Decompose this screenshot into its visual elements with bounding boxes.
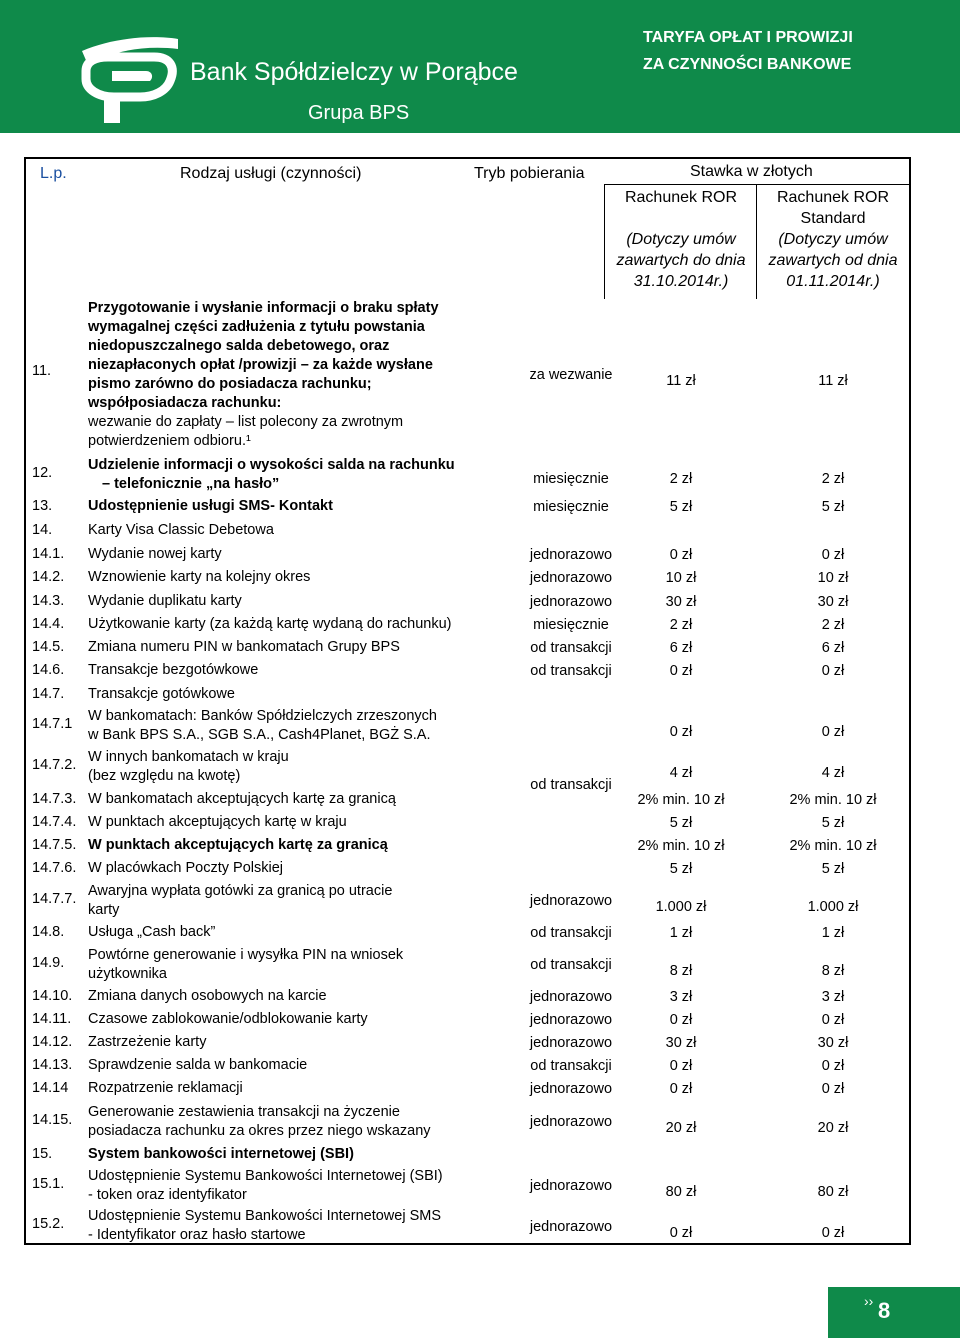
row-rate-ror: 2 zł: [669, 471, 693, 487]
row-rate-ror: 10 zł: [665, 570, 697, 586]
row-service-line: – telefonicznie „na hasło”: [102, 475, 280, 492]
header-ror-title: Rachunek ROR: [624, 189, 738, 206]
row-rate-std: 11 zł: [818, 373, 848, 389]
row-rate-std: 5 zł: [821, 814, 845, 831]
row-rate-ror: 11 zł: [666, 373, 696, 389]
row-service-line: Użytkowanie karty (za każdą kartę wydaną do rachunku): [88, 615, 452, 632]
row-lp: 14.2.: [32, 569, 65, 585]
row-service-line: Rozpatrzenie reklamacji: [88, 1080, 243, 1096]
row-service-line: posiadacza rachunku za okres przez niego wskazany: [88, 1122, 431, 1139]
row-rate-ror: 5 zł: [669, 860, 693, 877]
row-rate-ror: 2 zł: [669, 616, 693, 633]
row-service-line: użytkownika: [88, 965, 167, 982]
row-service-line: niezapłaconych opłat /prowizji – za każde wysłane: [88, 356, 433, 373]
row-lp: 15.: [32, 1145, 53, 1162]
row-lp: 14.3.: [32, 592, 65, 609]
row-rate-std: 8 zł: [821, 963, 845, 979]
header-std: [758, 187, 908, 292]
row-mode: miesięcznie: [533, 616, 609, 633]
row-mode: miesięcznie: [533, 499, 609, 515]
row-service-line: W placówkach Poczty Polskiej: [88, 859, 284, 876]
row-lp: 14.7.2.: [32, 756, 77, 773]
header-col-divider-ror: [604, 184, 605, 299]
row-lp: 14.7.: [32, 685, 65, 702]
row-lp: 14.13.: [32, 1056, 73, 1073]
row-lp: 11.: [32, 363, 52, 379]
row-mode: od transakcji: [530, 925, 612, 941]
row-service-line: współposiadacza rachunku:: [88, 394, 282, 411]
row-rate-std: 0 zł: [821, 1081, 845, 1097]
header-std-note2: zawartych od dnia: [768, 252, 898, 269]
row-rate-ror: 30 zł: [665, 1034, 697, 1051]
row-service-line: Transakcje gotówkowe: [88, 685, 235, 702]
row-rate-std: 5 zł: [821, 499, 845, 515]
header-std-note1: (Dotyczy umów: [778, 231, 888, 248]
row-rate-ror: 2% min. 10 zł: [637, 791, 725, 808]
row-lp: 14.11.: [32, 1010, 72, 1027]
row-rate-std: 4 zł: [821, 765, 845, 781]
header-ror-note3: 31.10.2014r.): [633, 273, 729, 290]
header-lp: L.p.: [40, 165, 67, 182]
row-lp: 14.1.: [32, 545, 65, 562]
row-rate-ror: 0 zł: [669, 1011, 693, 1028]
header-col-divider-std: [756, 184, 757, 299]
row-rate-ror: 0 zł: [669, 1081, 693, 1097]
row-rate-std: 2% min. 10 zł: [789, 837, 877, 854]
row-lp: 14.7.3.: [32, 790, 77, 807]
header-std-note3: 01.11.2014r.): [786, 273, 880, 290]
row-lp: 14.14: [32, 1080, 69, 1096]
row-rate-ror: 1 zł: [669, 925, 693, 941]
row-service-line: - Identyfikator oraz hasło startowe: [88, 1227, 306, 1243]
bps-logo-icon: [74, 31, 184, 127]
row-lp: 14.12.: [32, 1033, 73, 1050]
row-lp: 14.7.7.: [32, 890, 77, 907]
row-service-line: Udostępnienie Systemu Bankowości Internetowej SMS: [88, 1208, 442, 1224]
row-lp: 14.7.5.: [32, 836, 77, 853]
row-mode: jednorazowo: [529, 1218, 613, 1235]
row-service-line: Zmiana danych osobowych na karcie: [88, 988, 327, 1004]
row-lp: 14.8.: [32, 924, 65, 940]
row-rate-ror: 0 zł: [669, 1057, 693, 1074]
row-lp: 14.4.: [32, 615, 65, 632]
row-rate-std: 5 zł: [821, 860, 845, 877]
page-number: 8: [878, 1298, 891, 1323]
row-service-line: Zmiana numeru PIN w bankomatach Grupy BPS: [88, 638, 400, 655]
row-lp: 14.10.: [32, 988, 73, 1004]
page-number-badge: [828, 1287, 960, 1338]
row-service-line: wezwanie do zapłaty – list polecony za zwrotnym: [88, 413, 404, 430]
row-mode: jednorazowo: [529, 989, 613, 1005]
row-service-line: W bankomatach: Banków Spółdzielczych zrzeszonych: [88, 707, 437, 724]
row-rate-ror: 5 zł: [669, 499, 693, 515]
row-rate-ror: 0 zł: [669, 1224, 693, 1241]
row-lp: 14.6.: [32, 662, 65, 678]
row-lp: 14.7.1: [32, 715, 73, 732]
row-rate-ror: 1.000 zł: [655, 899, 707, 915]
fee-table: [24, 157, 911, 1245]
row-service-line: Karty Visa Classic Debetowa: [88, 522, 274, 538]
row-rate-std: 0 zł: [821, 663, 845, 679]
row-mode: miesięcznie: [533, 471, 609, 487]
row-rate-ror: 8 zł: [669, 963, 693, 979]
row-service-line: Sprawdzenie salda w bankomacie: [88, 1056, 308, 1073]
row-service-line: W punktach akceptujących kartę w kraju: [88, 813, 347, 830]
row-service-line: wymagalnej części zadłużenia z tytułu powstania: [88, 318, 425, 335]
row-service-line: Usługa „Cash back”: [88, 924, 216, 940]
row-rate-std: 0 zł: [821, 1057, 845, 1074]
row-service-line: W bankomatach akceptujących kartę za granicą: [88, 790, 396, 807]
row-mode: jednorazowo: [529, 1034, 613, 1051]
row-lp: 14.: [32, 522, 53, 538]
row-mode: jednorazowo: [529, 1178, 613, 1194]
row-service-line: - token oraz identyfikator: [88, 1186, 247, 1203]
row-rate-std: 2 zł: [821, 616, 845, 633]
header-ror-spacer: [606, 208, 756, 229]
row-rate-ror: 30 zł: [665, 593, 697, 610]
row-lp: 13.: [32, 498, 53, 514]
row-rate-std: 3 zł: [821, 989, 845, 1005]
row-lp: 12.: [32, 464, 53, 481]
header-mode: Tryb pobierania: [474, 165, 585, 182]
page-marker: ››: [864, 1293, 874, 1309]
row-service-line: Czasowe zablokowanie/odblokowanie karty: [88, 1010, 368, 1027]
row-rate-std: 80 zł: [817, 1184, 849, 1200]
row-service-line: Awaryjna wypłata gotówki za granicą po utracie: [88, 882, 393, 899]
header-ror-note1: (Dotyczy umów: [626, 231, 736, 248]
row-rate-std: 30 zł: [817, 1034, 849, 1051]
row-service-line: niedopuszczalnego salda debetowego, oraz: [88, 337, 390, 354]
row-lp: 14.5.: [32, 638, 65, 655]
row-service-line: Udostępnienie Systemu Bankowości Internetowej (SBI): [88, 1167, 443, 1184]
bank-name: Bank Spółdzielczy w Porąbce: [190, 58, 518, 86]
row-service-line: karty: [88, 901, 120, 918]
row-service-line: Udzielenie informacji o wysokości salda na rachunku: [88, 456, 455, 473]
row-service-line: (bez względu na kwotę): [88, 767, 241, 784]
row-rate-ror: 5 zł: [669, 814, 693, 831]
row-mode: jednorazowo: [529, 570, 613, 586]
row-service-line: Wydanie duplikatu karty: [88, 592, 242, 609]
row-service-line: W innych bankomatach w kraju: [88, 748, 289, 765]
row-rate-ror: 80 zł: [665, 1184, 697, 1200]
row-rate-std: 0 zł: [821, 1224, 845, 1241]
row-service-line: Przygotowanie i wysłanie informacji o braku spłaty: [88, 299, 439, 316]
row-lp: 15.2.: [32, 1216, 65, 1232]
row-service-line: Transakcje bezgotówkowe: [88, 662, 259, 678]
row-mode: jednorazowo: [529, 1114, 613, 1130]
row-mode: od transakcji: [530, 639, 612, 656]
tariff-title: [643, 24, 853, 78]
row-mode: od transakcji: [530, 777, 612, 793]
row-rate-std: 1 zł: [821, 925, 845, 941]
row-service-line: potwierdzeniem odbioru.¹: [88, 432, 251, 449]
row-rate-std: 30 zł: [817, 593, 849, 610]
row-mode: od transakcji: [530, 1057, 612, 1074]
row-rate-std: 1.000 zł: [807, 899, 859, 915]
group-name: Grupa BPS: [308, 102, 410, 124]
row-service-line: Zastrzeżenie karty: [88, 1033, 207, 1050]
row-mode: jednorazowo: [529, 1011, 613, 1028]
row-rate-ror: 4 zł: [669, 765, 693, 781]
row-rate-std: 2% min. 10 zł: [789, 791, 877, 808]
row-service-line: W punktach akceptujących kartę za granicą: [88, 836, 388, 853]
header-ror: [606, 187, 756, 292]
row-rate-std: 0 zł: [821, 724, 845, 740]
row-service-line: Udostępnienie usługi SMS- Kontakt: [88, 498, 333, 514]
row-mode: jednorazowo: [529, 593, 613, 610]
row-lp: 14.9.: [32, 954, 65, 971]
row-rate-ror: 0 zł: [669, 663, 693, 679]
row-rate-std: 2 zł: [821, 471, 845, 487]
row-rate-ror: 20 zł: [665, 1120, 697, 1136]
header-rate: Stawka w złotych: [690, 163, 813, 180]
row-rate-ror: 0 zł: [669, 546, 693, 563]
row-lp: 14.15.: [32, 1111, 73, 1128]
row-mode: jednorazowo: [529, 546, 613, 563]
row-lp: 15.1.: [32, 1175, 65, 1192]
header-std-title1: Rachunek ROR: [776, 189, 890, 206]
header-service: Rodzaj usługi (czynności): [180, 165, 362, 182]
row-service-line: w Bank BPS S.A., SGB S.A., Cash4Planet, BGŻ S.A.: [88, 726, 431, 743]
row-rate-ror: 2% min. 10 zł: [637, 837, 725, 854]
header-banner: [0, 0, 960, 133]
row-service-line: pismo zarówno do posiadacza rachunku;: [88, 375, 372, 392]
row-rate-std: 20 zł: [817, 1120, 849, 1136]
row-lp: 14.7.4.: [32, 813, 77, 830]
row-service-line: Wydanie nowej karty: [88, 545, 222, 562]
tariff-title-line1: TARYFA OPŁAT I PROWIZJI: [643, 29, 853, 46]
row-rate-ror: 0 zł: [669, 724, 693, 740]
row-rate-ror: 6 zł: [669, 639, 693, 656]
row-service-line: Wznowienie karty na kolejny okres: [88, 569, 311, 585]
row-rate-ror: 3 zł: [669, 989, 693, 1005]
row-rate-std: 6 zł: [821, 639, 845, 656]
row-lp: 14.7.6.: [32, 859, 77, 876]
header-ror-note2: zawartych do dnia: [616, 252, 746, 269]
row-mode: za wezwanie: [529, 367, 613, 383]
row-mode: jednorazowo: [529, 1081, 613, 1097]
tariff-title-line2: ZA CZYNNOŚCI BANKOWE: [643, 56, 852, 73]
row-rate-std: 0 zł: [821, 546, 845, 563]
row-service-line: Generowanie zestawienia transakcji na życzenie: [88, 1103, 400, 1120]
row-service-line: Powtórne generowanie i wysyłka PIN na wniosek: [88, 946, 404, 963]
row-mode: jednorazowo: [529, 893, 613, 909]
row-mode: od transakcji: [530, 663, 612, 679]
row-rate-std: 0 zł: [821, 1011, 845, 1028]
row-service-line: System bankowości internetowej (SBI): [88, 1145, 354, 1162]
header-std-title2: Standard: [800, 210, 866, 227]
row-mode: od transakcji: [530, 957, 612, 973]
row-rate-std: 10 zł: [817, 570, 849, 586]
